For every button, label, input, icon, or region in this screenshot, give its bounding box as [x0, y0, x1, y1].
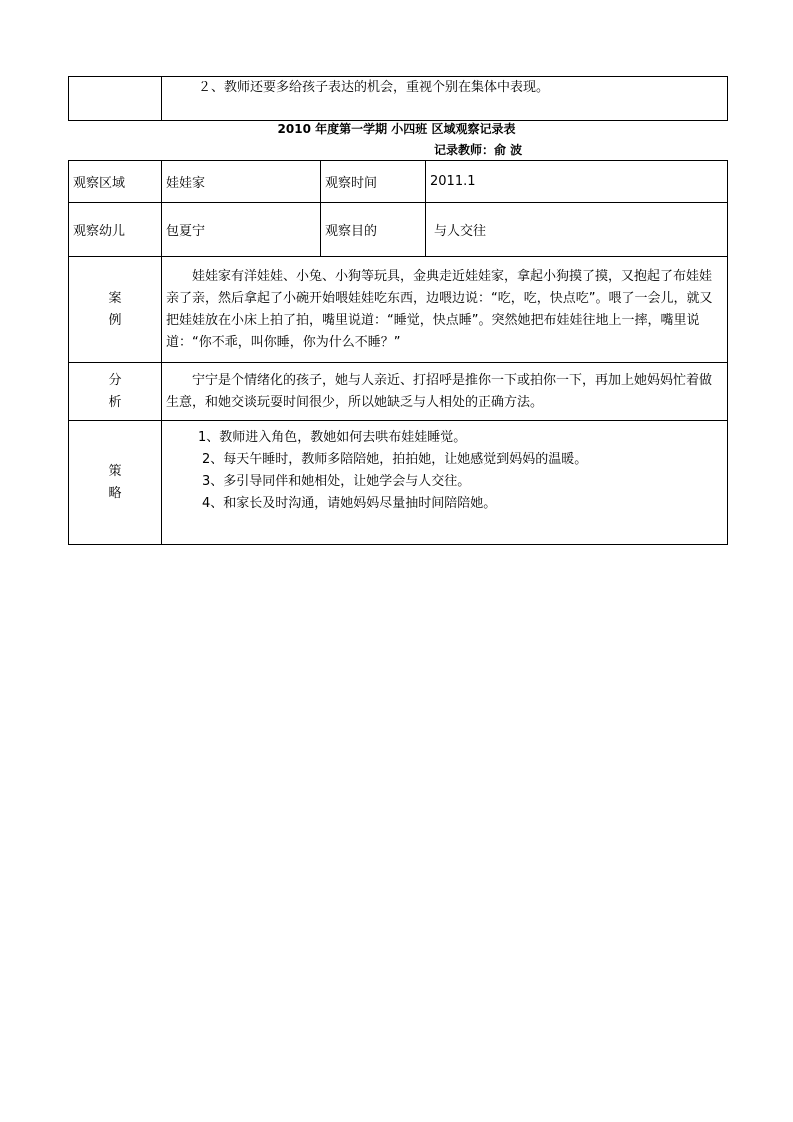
table-row	[69, 421, 728, 545]
area-label: 观察区域	[69, 161, 162, 203]
observation-record-table	[68, 160, 728, 545]
empty-label-cell	[69, 77, 162, 121]
record-table-title: 2010 年度第一学期 小四班 区域观察记录表	[277, 122, 516, 136]
case-label: 案 例	[69, 257, 162, 363]
strategy-label: 策 略	[69, 421, 162, 545]
area-value: 娃娃家	[162, 161, 321, 203]
table-row	[69, 257, 728, 363]
table-row	[69, 363, 728, 421]
recording-teacher: 记录教师：俞 波	[434, 143, 523, 157]
table-row	[69, 203, 728, 257]
purpose-label: 观察目的	[321, 203, 426, 257]
previous-note: ２、教师还要多给孩子表达的机会，重视个别在集体中表现。	[198, 80, 550, 95]
previous-record-table	[68, 76, 728, 121]
list-item: 2、每天午睡时，教师多陪陪她，拍拍她，让她感觉到妈妈的温暖。	[202, 452, 588, 467]
list-item: 4、和家长及时沟通，请她妈妈尽量抽时间陪陪她。	[202, 496, 497, 511]
list-item: 3、多引导同伴和她相处，让她学会与人交往。	[202, 474, 471, 489]
analysis-label: 分 析	[69, 363, 162, 421]
analysis-text: 宁宁是个情绪化的孩子，她与人亲近、打招呼是推你一下或拍你一下，再加上她妈妈忙着做生意，和她交谈玩耍时间很少，所以她缺乏与人相处的正确方法。	[162, 363, 728, 421]
child-value: 包夏宁	[162, 203, 321, 257]
strategy-list	[162, 421, 728, 545]
list-item: 1、教师进入角色，教她如何去哄布娃娃睡觉。	[198, 430, 467, 445]
child-label: 观察幼儿	[69, 203, 162, 257]
time-label: 观察时间	[321, 161, 426, 203]
case-text: 娃娃家有洋娃娃、小兔、小狗等玩具，金典走近娃娃家，拿起小狗摸了摸，又抱起了布娃娃亲了亲，然后拿起了小碗开始喂娃娃吃东西，边喂边说：“吃，吃，快点吃”。喂了一会儿，就又把娃娃放在小床上拍了拍，嘴里说道：“睡觉，快点睡”。突然她把布娃娃往地上一摔，嘴里说道：“你不乖，叫你睡，你为什么不睡？”	[162, 257, 728, 363]
time-value: 2011.1	[426, 161, 728, 203]
table-row	[69, 161, 728, 203]
purpose-value: 与人交往	[426, 203, 728, 257]
previous-note-cell	[162, 77, 728, 121]
